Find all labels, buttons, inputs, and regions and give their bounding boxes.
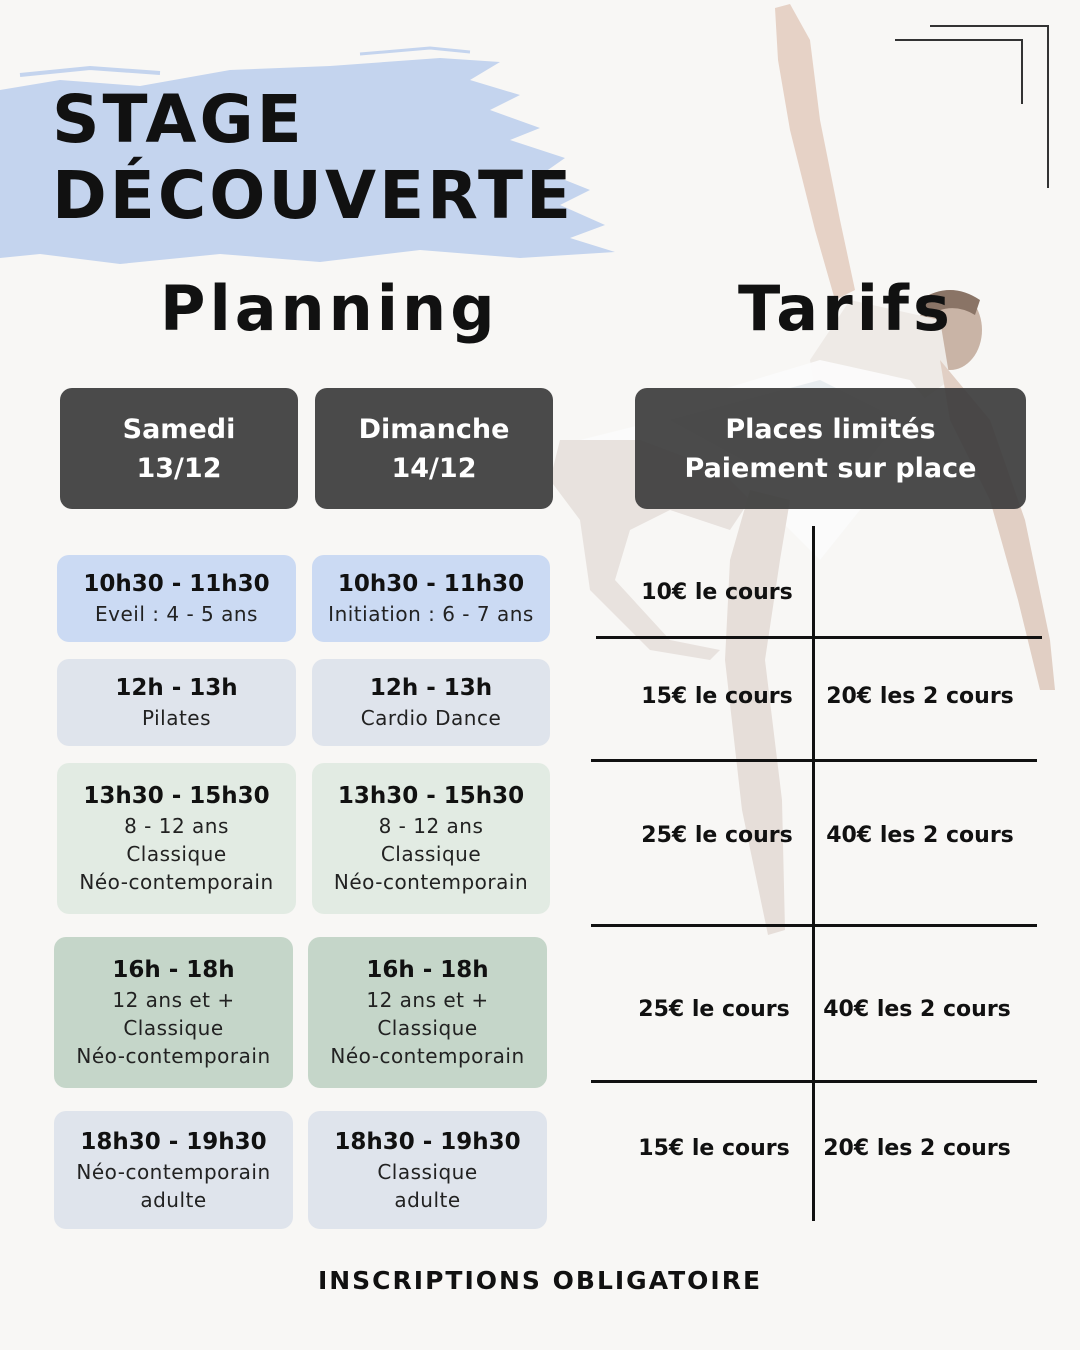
tarifs-header (635, 388, 1026, 509)
slot-detail: 8 - 12 ans (124, 814, 229, 838)
price-grid-line (591, 924, 1037, 927)
slot-detail: 12 ans et + (112, 988, 235, 1012)
slot-detail: Classique (123, 1016, 224, 1040)
sunday-slot-2 (312, 659, 550, 746)
slot-detail: Classique (377, 1016, 478, 1040)
price-grid-vertical-line (812, 526, 815, 1221)
price-grid-line (596, 636, 1042, 639)
slot-detail: Pilates (141, 706, 212, 730)
price-single: 15€ le cours (641, 684, 793, 709)
tarifs-header-line-1: Places limités (725, 413, 936, 445)
slot-detail: Cardio Dance (360, 706, 502, 730)
registration-notice: INSCRIPTIONS OBLIGATOIRE (317, 1266, 763, 1295)
saturday-day: Samedi (122, 413, 236, 445)
slot-detail: Néo-contemporain (76, 1159, 271, 1184)
slot-detail: Initiation : 6 - 7 ans (328, 602, 534, 626)
saturday-slot-2 (57, 659, 296, 746)
saturday-slot-4 (54, 937, 293, 1088)
sunday-slot-3 (312, 763, 550, 914)
slot-time: 18h30 - 19h30 (334, 1128, 521, 1155)
slot-time: 13h30 - 15h30 (83, 783, 270, 809)
sunday-day: Dimanche (358, 413, 510, 445)
saturday-header (60, 388, 298, 509)
sunday-slot-1 (312, 555, 550, 642)
slot-time: 18h30 - 19h30 (80, 1128, 267, 1155)
slot-time: 12h - 13h (115, 675, 238, 701)
saturday-slot-1 (57, 555, 296, 642)
slot-detail: Néo-contemporain (330, 1044, 525, 1068)
slot-time: 16h - 18h (366, 957, 489, 983)
price-single: 10€ le cours (641, 580, 793, 605)
saturday-slot-5 (54, 1111, 293, 1229)
slot-detail: Néo-contemporain (333, 870, 529, 894)
price-double: 40€ les 2 cours (823, 997, 1011, 1022)
slot-detail: adulte (394, 1187, 461, 1212)
slot-detail: 8 - 12 ans (378, 814, 484, 838)
price-double: 40€ les 2 cours (826, 823, 1014, 848)
price-grid-line (591, 759, 1037, 762)
slot-time: 10h30 - 11h30 (337, 571, 525, 597)
planning-heading: Planning (160, 272, 499, 345)
slot-time: 12h - 13h (369, 675, 493, 701)
slot-detail: Eveil : 4 - 5 ans (95, 602, 258, 626)
slot-time: 16h - 18h (112, 957, 235, 983)
slot-detail: Néo-contemporain (76, 1044, 271, 1068)
tarifs-heading: Tarifs (738, 272, 954, 345)
slot-detail: Néo-contemporain (79, 870, 274, 894)
price-single: 25€ le cours (638, 997, 790, 1022)
price-grid-line (591, 1080, 1037, 1083)
slot-time: 10h30 - 11h30 (83, 571, 270, 597)
slot-time: 13h30 - 15h30 (337, 783, 525, 809)
saturday-slot-3 (57, 763, 296, 914)
slot-detail: 12 ans et + (366, 988, 489, 1012)
slot-detail: Classique (377, 1159, 478, 1184)
sunday-slot-5 (308, 1111, 547, 1229)
price-single: 15€ le cours (638, 1136, 790, 1161)
slot-detail: Classique (126, 842, 227, 866)
slot-detail: adulte (140, 1187, 207, 1212)
sunday-header (315, 388, 553, 509)
title-line-1: STAGE (52, 81, 305, 158)
saturday-date: 13/12 (136, 452, 222, 484)
sunday-date: 14/12 (391, 452, 477, 484)
price-double: 20€ les 2 cours (823, 1136, 1011, 1161)
slot-detail: Classique (380, 842, 482, 866)
tarifs-header-line-2: Paiement sur place (684, 452, 977, 484)
sunday-slot-4 (308, 937, 547, 1088)
price-double: 20€ les 2 cours (826, 684, 1014, 709)
price-single: 25€ le cours (641, 823, 793, 848)
title-line-2: DÉCOUVERTE (52, 157, 575, 234)
